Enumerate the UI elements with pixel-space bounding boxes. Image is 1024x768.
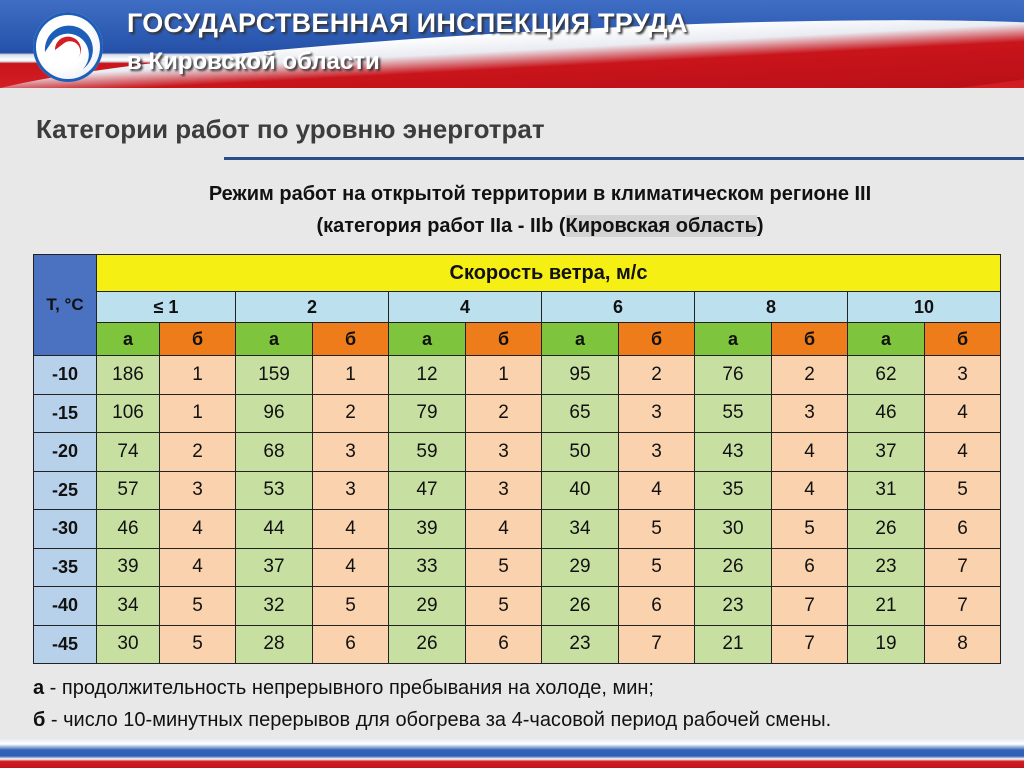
duration-cell: 39 [389,510,466,549]
duration-cell: 96 [236,394,313,433]
breaks-cell: 8 [925,625,1001,664]
breaks-cell: 4 [925,433,1001,472]
breaks-cell: 4 [313,548,389,587]
legend-b [33,704,831,736]
legend-a-key: а [33,677,45,699]
duration-cell: 37 [236,548,313,587]
breaks-cell: 5 [466,587,542,626]
breaks-cell: 5 [772,510,848,549]
caption-prefix: (категория работ IIa - IIb ( [316,215,566,237]
duration-cell: 79 [389,394,466,433]
breaks-cell: 1 [160,394,236,433]
duration-cell: 44 [236,510,313,549]
duration-cell: 23 [542,625,619,664]
breaks-cell: 2 [619,356,695,395]
header-title: ГОСУДАРСТВЕННАЯ ИНСПЕКЦИЯ ТРУДА [127,8,688,38]
subheader-a: а [695,323,772,356]
temperature-cell: -35 [34,548,97,587]
breaks-cell: 3 [313,433,389,472]
table-row [34,625,1001,664]
temperature-cell: -30 [34,510,97,549]
duration-cell: 21 [848,587,925,626]
wind-speed-header: Скорость ветра, м/с [97,255,1001,292]
table-row [34,433,1001,472]
subheader-b: б [925,323,1001,356]
subheader-a: а [848,323,925,356]
breaks-cell: 3 [772,394,848,433]
header-subtitle: в Кировской области [127,48,380,75]
duration-cell: 37 [848,433,925,472]
subheader-b: б [466,323,542,356]
breaks-cell: 5 [313,587,389,626]
speed-header-cell: 10 [848,292,1001,323]
subheader-a: а [236,323,313,356]
legend-b-key: б [33,709,46,731]
page-title: Категории работ по уровню энерготрат [36,114,545,144]
duration-cell: 29 [542,548,619,587]
breaks-cell: 7 [925,587,1001,626]
duration-cell: 39 [97,548,160,587]
breaks-cell: 6 [772,548,848,587]
breaks-cell: 2 [466,394,542,433]
duration-cell: 35 [695,471,772,510]
table-row [34,587,1001,626]
table-row [34,510,1001,549]
subheader-a: а [389,323,466,356]
temperature-cell: -10 [34,356,97,395]
duration-cell: 159 [236,356,313,395]
duration-cell: 30 [695,510,772,549]
caption-region-highlight: Кировская область [565,215,757,237]
breaks-cell: 3 [619,394,695,433]
breaks-cell: 5 [925,471,1001,510]
duration-cell: 76 [695,356,772,395]
duration-cell: 46 [848,394,925,433]
breaks-cell: 7 [619,625,695,664]
duration-cell: 12 [389,356,466,395]
table-body [34,356,1001,664]
breaks-cell: 6 [466,625,542,664]
duration-cell: 19 [848,625,925,664]
duration-cell: 23 [695,587,772,626]
speed-header-cell: 8 [695,292,848,323]
duration-cell: 34 [97,587,160,626]
duration-cell: 31 [848,471,925,510]
duration-cell: 59 [389,433,466,472]
temperature-cell: -20 [34,433,97,472]
duration-cell: 40 [542,471,619,510]
breaks-cell: 4 [466,510,542,549]
duration-cell: 43 [695,433,772,472]
table-caption [0,178,1024,242]
table-row [34,548,1001,587]
duration-cell: 47 [389,471,466,510]
duration-cell: 74 [97,433,160,472]
subheader-a: а [542,323,619,356]
duration-cell: 68 [236,433,313,472]
breaks-cell: 5 [619,548,695,587]
legend-a-text: - продолжительность непрерывного пребывания на холоде, мин; [44,677,654,699]
breaks-cell: 3 [925,356,1001,395]
duration-cell: 30 [97,625,160,664]
duration-cell: 186 [97,356,160,395]
work-regime-table [33,254,1001,664]
speed-header-cell: 6 [542,292,695,323]
subheader-b: б [619,323,695,356]
inspection-logo-icon [33,12,103,82]
footer-band [0,738,1024,768]
speed-header-cell: 2 [236,292,389,323]
table-row [34,356,1001,395]
breaks-cell: 1 [313,356,389,395]
duration-cell: 32 [236,587,313,626]
breaks-cell: 4 [619,471,695,510]
breaks-cell: 6 [313,625,389,664]
legend [33,672,831,736]
breaks-cell: 2 [772,356,848,395]
duration-cell: 21 [695,625,772,664]
breaks-cell: 3 [160,471,236,510]
breaks-cell: 4 [160,548,236,587]
duration-cell: 57 [97,471,160,510]
duration-cell: 46 [97,510,160,549]
breaks-cell: 4 [313,510,389,549]
breaks-cell: 3 [619,433,695,472]
subheader-b: б [160,323,236,356]
breaks-cell: 7 [772,587,848,626]
temperature-header: Т, °С [34,255,97,356]
duration-cell: 26 [848,510,925,549]
duration-cell: 33 [389,548,466,587]
speed-header-cell: ≤ 1 [97,292,236,323]
duration-cell: 106 [97,394,160,433]
breaks-cell: 5 [619,510,695,549]
table-row [34,394,1001,433]
breaks-cell: 5 [160,625,236,664]
breaks-cell: 2 [160,433,236,472]
caption-suffix: ) [756,215,764,237]
table-caption-line2 [0,210,1024,242]
temperature-cell: -40 [34,587,97,626]
ab-header-row [34,323,1001,356]
breaks-cell: 3 [313,471,389,510]
duration-cell: 53 [236,471,313,510]
duration-cell: 29 [389,587,466,626]
subheader-b: б [313,323,389,356]
temperature-cell: -45 [34,625,97,664]
breaks-cell: 1 [466,356,542,395]
temperature-cell: -25 [34,471,97,510]
speed-header-row [34,292,1001,323]
breaks-cell: 1 [160,356,236,395]
duration-cell: 95 [542,356,619,395]
breaks-cell: 6 [925,510,1001,549]
subheader-b: б [772,323,848,356]
subheader-a: а [97,323,160,356]
duration-cell: 26 [389,625,466,664]
breaks-cell: 4 [925,394,1001,433]
breaks-cell: 7 [772,625,848,664]
duration-cell: 50 [542,433,619,472]
duration-cell: 26 [695,548,772,587]
duration-cell: 26 [542,587,619,626]
breaks-cell: 4 [772,433,848,472]
table-row [34,471,1001,510]
duration-cell: 65 [542,394,619,433]
breaks-cell: 3 [466,433,542,472]
title-underline [224,157,1024,160]
breaks-cell: 4 [772,471,848,510]
breaks-cell: 4 [160,510,236,549]
temperature-cell: -15 [34,394,97,433]
duration-cell: 28 [236,625,313,664]
breaks-cell: 2 [313,394,389,433]
breaks-cell: 5 [160,587,236,626]
duration-cell: 23 [848,548,925,587]
legend-a [33,672,831,704]
breaks-cell: 3 [466,471,542,510]
breaks-cell: 7 [925,548,1001,587]
legend-b-text: - число 10-минутных перерывов для обогрева за 4-часовой период рабочей смены. [45,709,832,731]
duration-cell: 34 [542,510,619,549]
duration-cell: 62 [848,356,925,395]
duration-cell: 55 [695,394,772,433]
speed-header-cell: 4 [389,292,542,323]
breaks-cell: 5 [466,548,542,587]
breaks-cell: 6 [619,587,695,626]
table-caption-line1: Режим работ на открытой территории в климатическом регионе III [208,183,872,205]
